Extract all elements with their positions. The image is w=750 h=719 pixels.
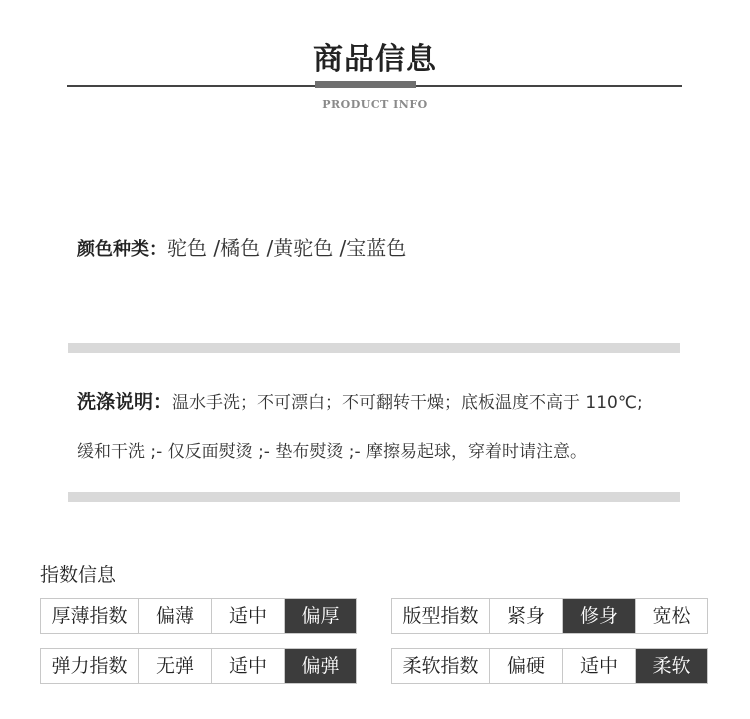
index-option: 偏薄 (138, 599, 211, 633)
color-value: 驼色 /橘色 /黄驼色 /宝蓝色 (167, 236, 407, 260)
index-option: 适中 (211, 599, 284, 633)
index-option: 适中 (211, 649, 284, 683)
index-option-selected: 修身 (562, 599, 635, 633)
index-table-thickness (40, 598, 357, 634)
index-option: 紧身 (489, 599, 562, 633)
page-subtitle: PRODUCT INFO (322, 98, 428, 111)
washing-label: 洗涤说明： (77, 391, 173, 413)
index-name: 厚薄指数 (51, 605, 128, 627)
index-option: 适中 (562, 649, 635, 683)
index-name: 版型指数 (402, 605, 479, 627)
index-table-fit (391, 598, 708, 634)
page-title: 商品信息 (313, 42, 437, 77)
index-option: 宽松 (635, 599, 707, 633)
title-accent-bar (315, 81, 416, 88)
washing-line-2: 缓和干洗 ;- 仅反面熨烫 ;- 垫布熨烫 ;- 摩擦易起球，穿着时请注意。 (77, 442, 588, 462)
color-label: 颜色种类： (77, 239, 167, 260)
index-name: 弹力指数 (51, 655, 128, 677)
section-divider-2 (68, 492, 680, 502)
index-name: 柔软指数 (402, 655, 479, 677)
washing-line-1 (77, 387, 643, 414)
index-title: 指数信息 (40, 564, 117, 586)
index-option: 偏硬 (489, 649, 562, 683)
index-option: 无弹 (138, 649, 211, 683)
index-option-selected: 偏弹 (284, 649, 356, 683)
washing-text-1: 温水手洗；不可漂白；不可翻转干燥；底板温度不高于 110℃; (172, 393, 643, 413)
index-option-selected: 柔软 (635, 649, 707, 683)
section-divider-1 (68, 343, 680, 353)
index-table-softness (391, 648, 708, 684)
index-table-elasticity (40, 648, 357, 684)
index-option-selected: 偏厚 (284, 599, 356, 633)
color-info (77, 232, 406, 261)
